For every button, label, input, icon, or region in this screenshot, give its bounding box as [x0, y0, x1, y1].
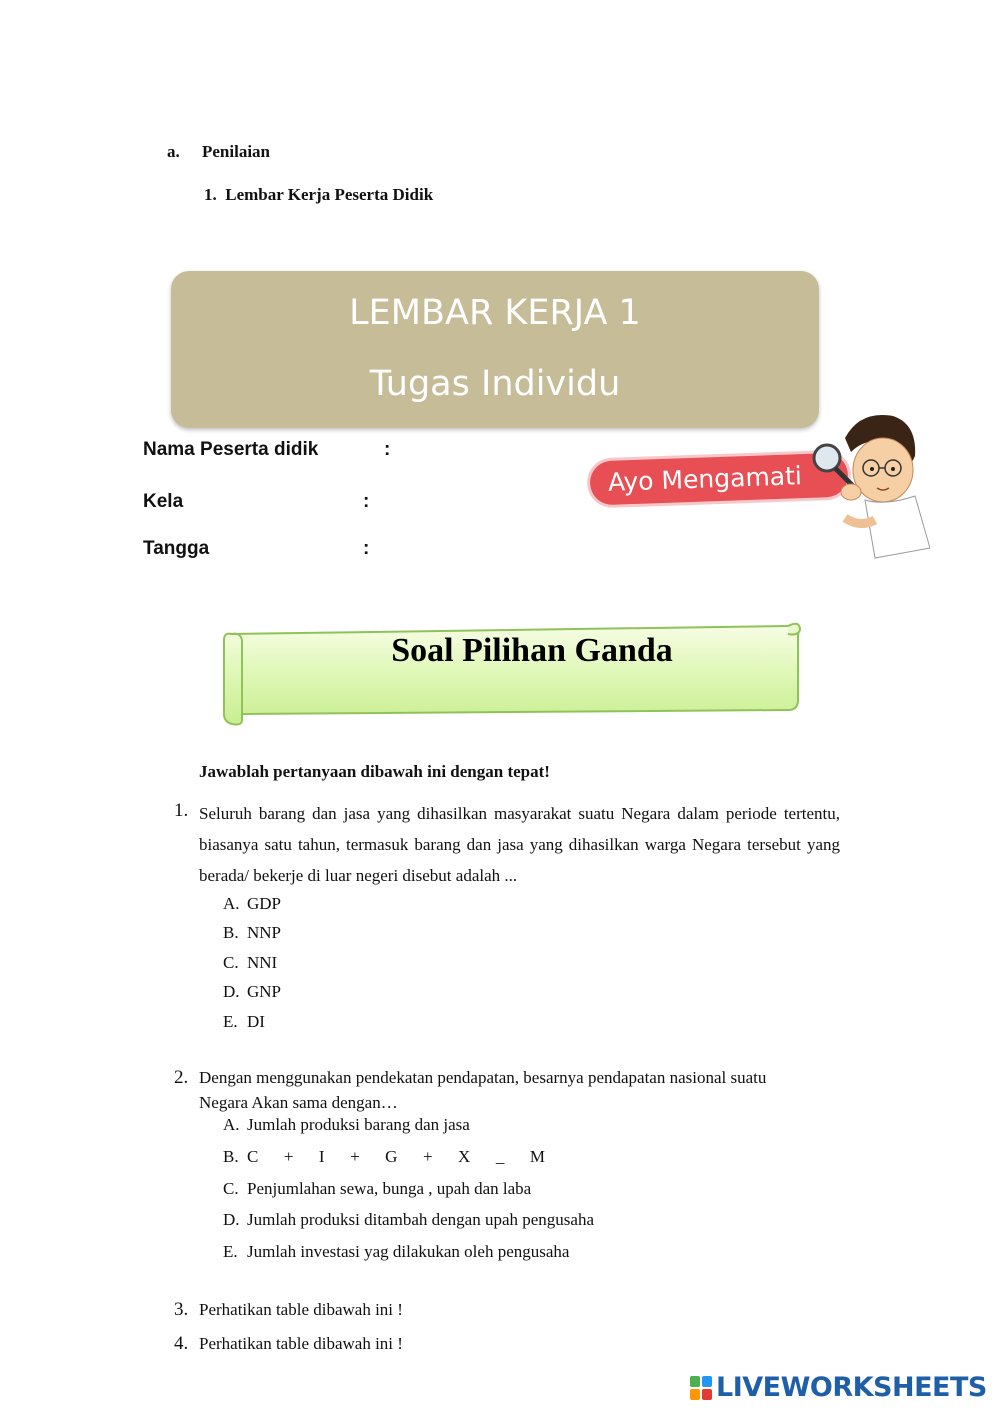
question-2-option-c[interactable]: C. Penjumlahan sewa, bunga , upah dan laba: [223, 1179, 532, 1198]
question-2-option-a[interactable]: A. Jumlah produksi barang dan jasa: [223, 1115, 470, 1134]
worksheet-banner: [171, 271, 819, 428]
banner-subtitle: Tugas Individu: [369, 364, 621, 404]
question-2-text-line1: Dengan menggunakan pendekatan pendapatan, besarnya pendapatan nasional suatu: [199, 1068, 767, 1087]
field-colon-class: :: [363, 491, 370, 512]
section-title: Penilaian: [202, 142, 271, 161]
question-2-text-line2: Negara Akan sama dengan…: [199, 1093, 398, 1112]
banner-title: LEMBAR KERJA 1: [349, 293, 641, 333]
field-colon-date: :: [363, 538, 370, 559]
field-colon-name: :: [384, 439, 391, 460]
section-letter: a.: [167, 142, 180, 161]
subsection-title: Lembar Kerja Peserta Didik: [225, 185, 434, 204]
boy-magnifier-illustration: [805, 408, 930, 578]
question-1-option-c[interactable]: C. NNI: [223, 953, 278, 972]
instruction: Jawablah pertanyaan dibawah ini dengan tepat!: [199, 762, 550, 781]
question-1-text: Seluruh barang dan jasa yang dihasilkan masyarakat suatu Negara dalam periode tertentu, biasanya satu tahun, termasuk barang dan jasa yang dihasilkan warga Negara tersebut yang berada/ bekerje di luar negeri disebut adalah ...: [199, 804, 840, 885]
question-4-text: Perhatikan table dibawah ini !: [199, 1334, 403, 1353]
liveworksheets-logo-icon: [690, 1376, 712, 1400]
ayo-mengamati-badge: Ayo Mengamati: [589, 453, 848, 506]
question-1-number: 1.: [174, 800, 189, 821]
question-3-text: Perhatikan table dibawah ini !: [199, 1300, 403, 1319]
question-1-option-d[interactable]: D. GNP: [223, 982, 282, 1001]
field-label-name: Nama Peserta didik: [143, 439, 319, 460]
field-label-date: Tangga: [143, 538, 210, 559]
question-3-number: 3.: [174, 1299, 189, 1320]
liveworksheets-watermark: LIVEWORKSHEETS: [716, 1372, 987, 1403]
question-1-option-b[interactable]: B. NNP: [223, 923, 282, 942]
scroll-title: Soal Pilihan Ganda: [391, 632, 673, 669]
question-1-option-e[interactable]: E. DI: [223, 1012, 265, 1031]
subsection-heading: [204, 185, 433, 205]
section-heading: [167, 142, 270, 162]
question-2-option-b[interactable]: B. C + I + G + X _ M: [223, 1147, 545, 1166]
question-2-option-e[interactable]: E. Jumlah investasi yag dilakukan oleh pengusaha: [223, 1242, 570, 1261]
field-label-class: Kela: [143, 491, 184, 512]
question-1-option-a[interactable]: A. GDP: [223, 894, 282, 913]
question-2-option-d[interactable]: D. Jumlah produksi ditambah dengan upah pengusaha: [223, 1210, 595, 1229]
question-4-number: 4.: [174, 1333, 189, 1354]
subsection-number: 1.: [204, 185, 217, 204]
question-2-number: 2.: [174, 1067, 189, 1088]
